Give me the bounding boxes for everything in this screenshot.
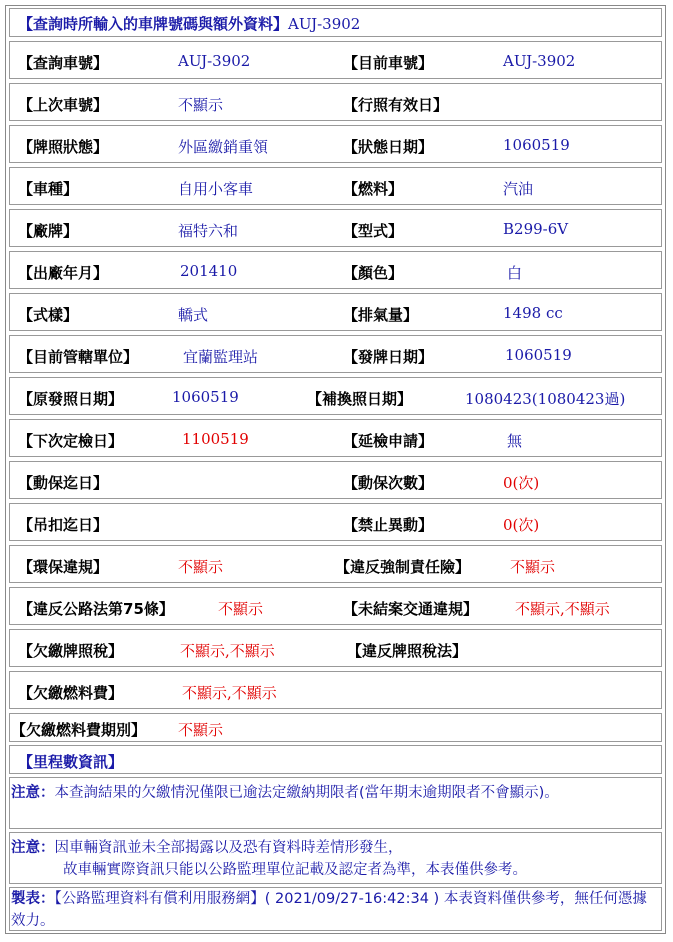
vehicle-info-panel [5, 5, 666, 934]
row-plate-number [9, 41, 662, 79]
value-unpaid-fuel-fee-period: 不顯示 [178, 721, 224, 739]
notice-disclaimer-head: 注意： [11, 840, 55, 856]
label-fuel: 【燃料】 [343, 180, 404, 198]
notice-source [9, 887, 662, 931]
value-unpaid-license-tax: 不顯示,不顯示 [180, 642, 275, 660]
value-fuel: 汽油 [503, 180, 534, 198]
label-query-plate: 【查詢車號】 [18, 54, 109, 72]
row-next-inspection [9, 419, 662, 457]
label-environment-violation: 【環保違規】 [18, 558, 109, 576]
label-model: 【型式】 [343, 222, 404, 240]
value-transfer-ban: 0(次) [503, 516, 540, 534]
notice-overdue-head: 注意： [11, 785, 55, 801]
row-mileage [9, 745, 662, 774]
label-insurance-violation: 【違反強制責任險】 [335, 558, 471, 576]
label-plate-status: 【牌照狀態】 [18, 138, 109, 156]
row-brand [9, 209, 662, 247]
value-plate-status: 外區繳銷重領 [178, 138, 269, 156]
notice-disclaimer [9, 832, 662, 884]
row-license-tax [9, 629, 662, 667]
label-lien-count: 【動保次數】 [343, 474, 434, 492]
header-row [9, 8, 662, 37]
value-inspection-delay: 無 [507, 432, 523, 450]
value-unpaid-fuel-fee: 不顯示,不顯示 [182, 684, 277, 702]
value-environment-violation: 不顯示 [178, 558, 224, 576]
label-unpaid-fuel-fee: 【欠繳燃料費】 [18, 684, 124, 702]
value-traffic-violation: 不顯示,不顯示 [515, 600, 610, 618]
label-traffic-violation: 【未結案交通違規】 [343, 600, 479, 618]
value-manufacture-date: 201410 [180, 262, 238, 280]
value-next-inspection: 1100519 [182, 430, 249, 448]
value-status-date: 1060519 [503, 136, 570, 154]
label-vehicle-type: 【車種】 [18, 180, 79, 198]
notice-overdue-text [11, 782, 657, 804]
page-title [18, 13, 360, 34]
notice-disclaimer-text [11, 837, 657, 881]
row-fuel-fee-period [9, 713, 662, 742]
value-previous-plate: 不顯示 [178, 96, 224, 114]
notice-source-head: 製表： [11, 891, 55, 907]
label-color: 【顏色】 [343, 264, 404, 282]
label-license-expiry: 【行照有效日】 [343, 96, 449, 114]
value-model: B299-6V [503, 220, 569, 238]
row-previous-plate [9, 83, 662, 121]
row-manufacture-date [9, 251, 662, 289]
row-fuel-fee [9, 671, 662, 709]
value-insurance-violation: 不顯示 [510, 558, 556, 576]
value-color: 白 [507, 264, 523, 282]
value-issue-date: 1060519 [505, 346, 572, 364]
label-transfer-ban: 【禁止異動】 [343, 516, 434, 534]
label-reissue-date: 【補換照日期】 [307, 390, 413, 408]
value-jurisdiction: 宜蘭監理站 [183, 348, 259, 366]
row-suspension [9, 503, 662, 541]
row-vehicle-type [9, 167, 662, 205]
mileage-label: 【里程數資訊】 [18, 753, 124, 771]
value-highway-act-violation: 不顯示 [218, 600, 264, 618]
value-reissue-date: 1080423(1080423過) [465, 390, 626, 408]
row-lien [9, 461, 662, 499]
notice-disclaimer-line2: 故車輛實際資訊只能以公路監理單位記載及認定者為準，本表僅供參考。 [63, 862, 527, 878]
label-suspension-end: 【吊扣迄日】 [18, 516, 109, 534]
value-displacement: 1498 cc [503, 304, 563, 322]
value-vehicle-type: 自用小客車 [178, 180, 254, 198]
label-next-inspection: 【下次定檢日】 [18, 432, 124, 450]
label-original-license-date: 【原發照日期】 [18, 390, 124, 408]
label-issue-date: 【發牌日期】 [343, 348, 434, 366]
row-original-license [9, 377, 662, 415]
label-displacement: 【排氣量】 [343, 306, 419, 324]
label-highway-act-violation: 【違反公路法第75條】 [18, 600, 174, 618]
label-brand: 【廠牌】 [18, 222, 79, 240]
label-body-style: 【式樣】 [18, 306, 79, 324]
label-manufacture-date: 【出廠年月】 [18, 264, 109, 282]
value-lien-count: 0(次) [503, 474, 540, 492]
label-jurisdiction: 【目前管轄單位】 [18, 348, 139, 366]
label-lien-end: 【動保迄日】 [18, 474, 109, 492]
title-plate: AUJ-3902 [288, 15, 361, 33]
value-brand: 福特六和 [178, 222, 239, 240]
row-plate-status [9, 125, 662, 163]
notice-disclaimer-line1: 因車輛資訊並未全部揭露以及恐有資料時差情形發生， [54, 840, 403, 856]
label-status-date: 【狀態日期】 [343, 138, 434, 156]
label-license-tax-violation: 【違反牌照稅法】 [347, 642, 468, 660]
title-text: 【查詢時所輸入的車牌號碼與額外資料】 [18, 15, 289, 33]
label-unpaid-fuel-fee-period: 【欠繳燃料費期別】 [11, 721, 147, 739]
row-highway-act [9, 587, 662, 625]
row-jurisdiction [9, 335, 662, 373]
row-environment [9, 545, 662, 583]
notice-source-body: 【公路監理資料有償利用服務網】( 2021/09/27-16:42:34 ) 本表資料僅供參考，無任何憑據效力。 [11, 891, 647, 929]
notice-overdue [9, 777, 662, 829]
value-original-license-date: 1060519 [172, 388, 239, 406]
label-current-plate: 【目前車號】 [343, 54, 434, 72]
value-body-style: 轎式 [178, 306, 209, 324]
value-query-plate: AUJ-3902 [178, 52, 251, 70]
notice-source-text [11, 888, 657, 932]
notice-overdue-body: 本查詢結果的欠繳情況僅限已逾法定繳納期限者(當年期末逾期限者不會顯示)。 [54, 785, 559, 801]
label-previous-plate: 【上次車號】 [18, 96, 109, 114]
label-unpaid-license-tax: 【欠繳牌照稅】 [18, 642, 124, 660]
row-body-style [9, 293, 662, 331]
label-inspection-delay: 【延檢申請】 [343, 432, 434, 450]
value-current-plate: AUJ-3902 [503, 52, 576, 70]
